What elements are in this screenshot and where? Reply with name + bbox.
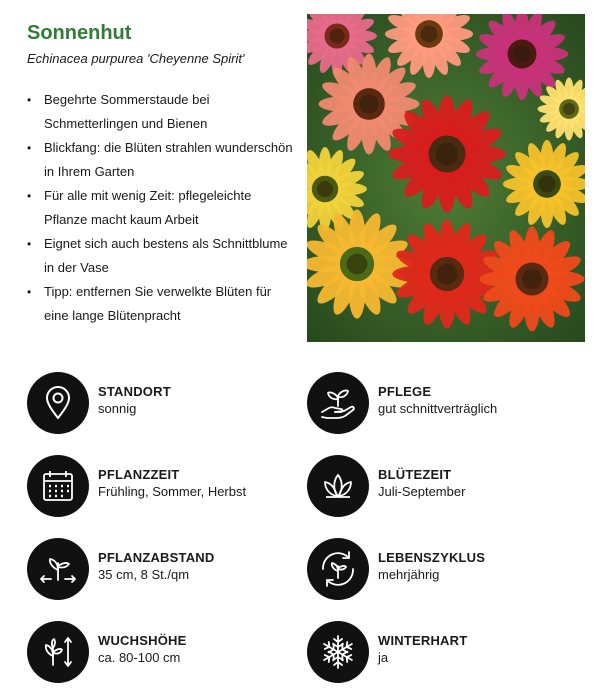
- hand-seedling-icon: [307, 372, 369, 434]
- feature-bullet-list: [27, 88, 302, 328]
- plant-spacing-icon: [27, 538, 89, 600]
- botanical-name: Echinacea purpurea 'Cheyenne Spirit': [27, 51, 245, 66]
- bullet-text-line: in der Vase: [44, 260, 109, 275]
- bullet-text-line: Für alle mit wenig Zeit: pflegeleichte: [44, 188, 252, 203]
- bullet-text-line: Tipp: entfernen Sie verwelkte Blüten für: [44, 284, 272, 299]
- feature-label: PFLEGE: [378, 384, 432, 399]
- bullet-item: [27, 88, 302, 136]
- feature-standort: [27, 372, 297, 436]
- feature-pflanzabstand: [27, 538, 297, 602]
- bullet-text-line: eine lange Blütenpracht: [44, 308, 181, 323]
- bullet-item: [27, 184, 302, 232]
- bullet-text-line: in Ihrem Garten: [44, 164, 135, 179]
- feature-value: Frühling, Sommer, Herbst: [98, 484, 247, 499]
- lotus-flower-icon: [307, 455, 369, 517]
- feature-pflege: [307, 372, 577, 436]
- feature-label: LEBENSZYKLUS: [378, 550, 486, 565]
- feature-value: Juli-September: [378, 484, 466, 499]
- page-title: Sonnenhut: [27, 22, 132, 44]
- calendar-icon: [27, 455, 89, 517]
- echinacea-flowers-photo: [307, 14, 585, 342]
- bullet-item: [27, 232, 302, 280]
- feature-label: BLÜTEZEIT: [378, 467, 452, 482]
- feature-lebenszyklus: [307, 538, 577, 602]
- feature-value: mehrjährig: [378, 567, 440, 582]
- location-pin-icon: [27, 372, 89, 434]
- feature-value: gut schnittverträglich: [378, 401, 498, 416]
- plant-height-icon: [27, 621, 89, 683]
- feature-label: PFLANZZEIT: [98, 467, 180, 482]
- bullet-text-line: Blickfang: die Blüten strahlen wunderschön: [44, 140, 293, 155]
- perennial-cycle-icon: [307, 538, 369, 600]
- feature-winterhart: [307, 621, 577, 685]
- feature-value: ca. 80-100 cm: [98, 650, 181, 665]
- feature-bluetezeit: [307, 455, 577, 519]
- snowflake-icon: [307, 621, 369, 683]
- bullet-text-line: Pflanze macht kaum Arbeit: [44, 212, 199, 227]
- feature-label: WINTERHART: [378, 633, 468, 648]
- feature-value: ja: [378, 650, 389, 665]
- bullet-text-line: Begehrte Sommerstaude bei: [44, 92, 210, 107]
- bullet-text-line: Schmetterlingen und Bienen: [44, 116, 208, 131]
- feature-value: sonnig: [98, 401, 137, 416]
- bullet-item: [27, 280, 302, 328]
- bullet-item: [27, 136, 302, 184]
- feature-wuchshoehe: [27, 621, 297, 685]
- feature-label: STANDORT: [98, 384, 171, 399]
- feature-pflanzzeit: [27, 455, 297, 519]
- feature-value: 35 cm, 8 St./qm: [98, 567, 190, 582]
- feature-label: WUCHSHÖHE: [98, 633, 187, 648]
- feature-label: PFLANZABSTAND: [98, 550, 215, 565]
- bullet-text-line: Eignet sich auch bestens als Schnittblume: [44, 236, 288, 251]
